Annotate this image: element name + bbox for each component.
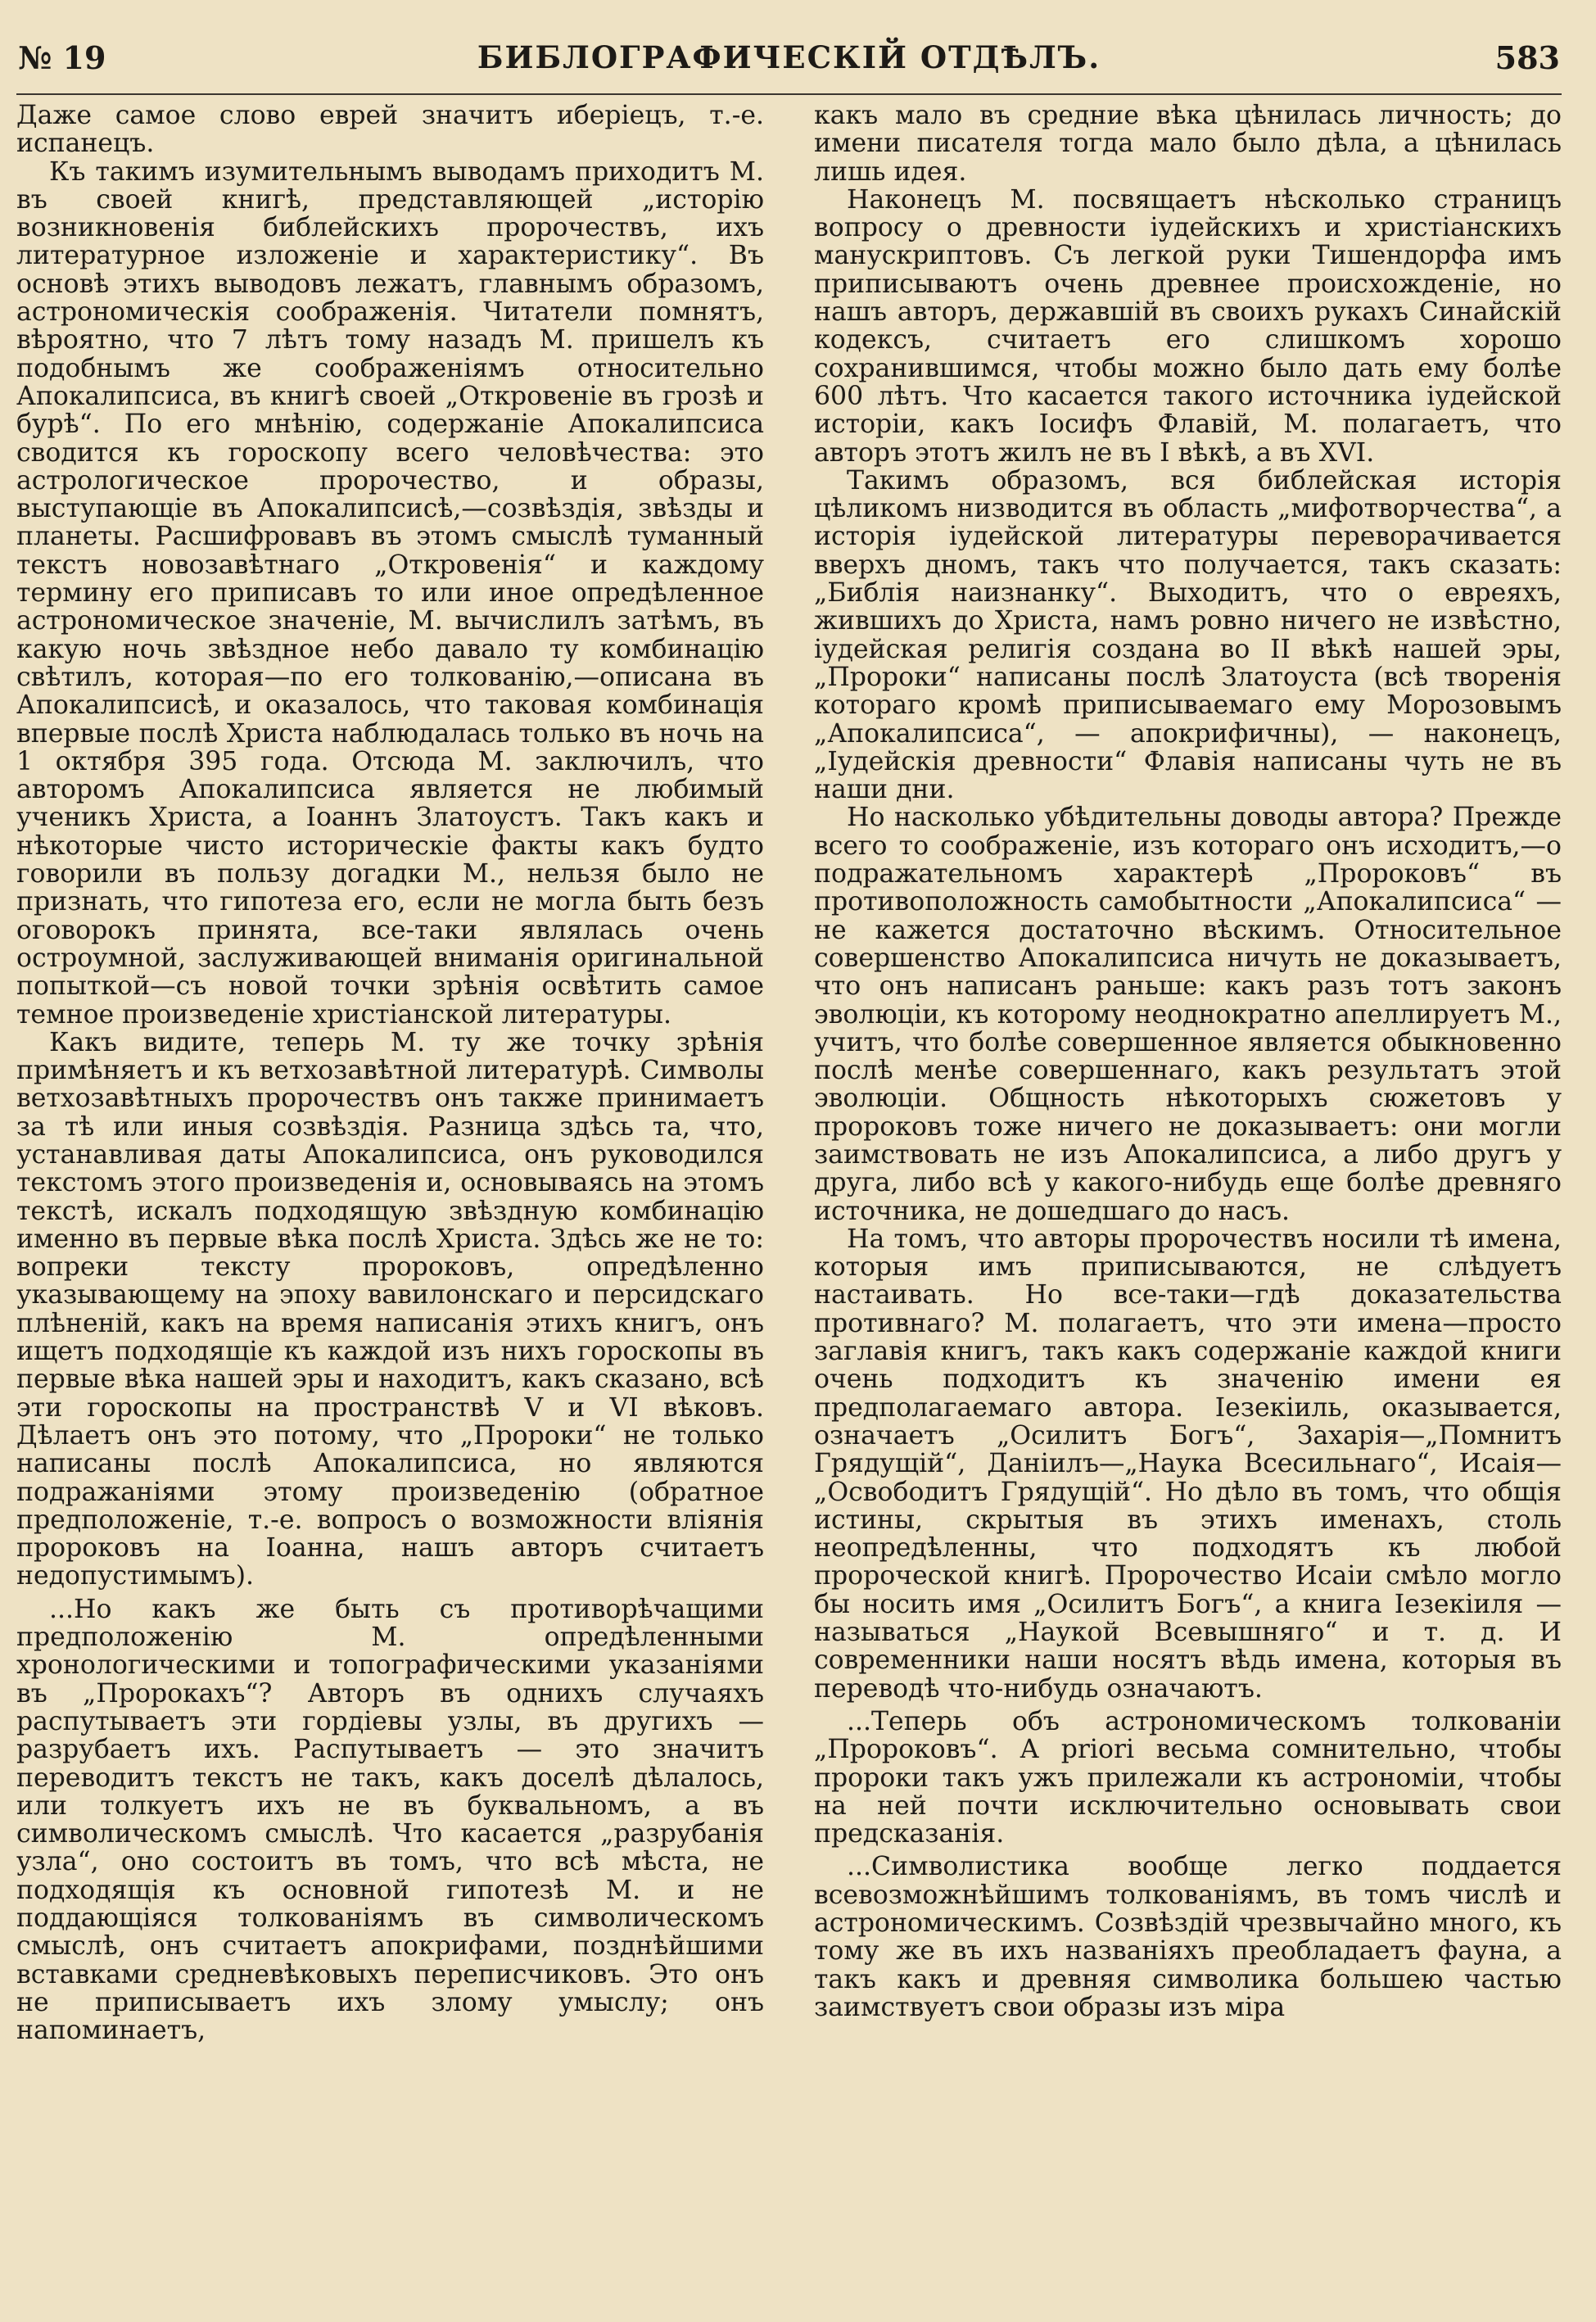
paragraph: Какъ видите, теперь М. ту же точку зрѣнiя примѣняетъ и къ ветхозавѣтной литературѣ. Символы ветхозавѣтныхъ пророчествъ онъ также принимаетъ за тѣ или иныя созвѣздiя. Разница здѣсь та, что, устанавливая даты Апокалипсиса, онъ руководился текстомъ этого произведенiя и, основываясь на этомъ текстѣ, искалъ подходящую звѣздную комбинацiю именно въ первые вѣка послѣ Христа. Здѣсь же не то: вопреки тексту пророковъ, опредѣленно указывающему на эпоху вавилонскаго и персидскаго плѣненiй, какъ на время написанiя этихъ книгъ, онъ ищетъ подходящiе къ каждой изъ нихъ гороскопы въ первые вѣка нашей эры и находитъ, какъ сказано, всѣ эти гороскопы на пространствѣ V и VI вѣковъ. Дѣлаетъ онъ это потому, что „Пророки“ не только написаны послѣ Апокалипсиса, но являются подражанiями этому произведенiю (обратное предположенiе, т.-е. вопросъ о возможности влiянiя пророковъ на Iоанна, нашъ авторъ считаетъ недопустимымъ). [16, 1027, 764, 1591]
paragraph: ...Но какъ же быть съ противорѣчащими предположенiю М. опредѣленными хронологическими и топографическими указанiями въ „Пророкахъ“? Авторъ въ однихъ случаяхъ распутываетъ эти гордiевы узлы, въ другихъ — разрубаетъ ихъ. Распутываетъ — это значитъ переводитъ текстъ не такъ, какъ доселѣ дѣлалось, или толкуетъ ихъ не въ буквальномъ, а въ символическомъ смыслѣ. Что касается „разрубанiя узла“, оно состоитъ въ томъ, что всѣ мѣста, не подходящiя къ основной гипотезѣ М. и не поддающiяся толкованiямъ въ символическомъ смыслѣ, онъ считаетъ апокрифами, позднѣйшими вставками средневѣковыхъ переписчиковъ. Это онъ не приписываетъ ихъ злому умыслу; онъ напоминаетъ, [16, 1594, 764, 2046]
issue-number: № 19 [18, 39, 106, 76]
page-number: 583 [1494, 39, 1560, 76]
paragraph: ...Символистика вообще легко поддается всевозможнѣйшимъ толкованiямъ, въ томъ числѣ и астрономическимъ. Созвѣздiй чрезвычайно много, къ тому же въ ихъ названiяхъ преобладаетъ фауна, а такъ какъ и древняя символика большею частью заимствуетъ свои образы изъ мiра [814, 1852, 1562, 2022]
section-title: БИБЛОГРАФИЧЕСКIЙ ОТДѢЛЪ. [477, 39, 1101, 75]
paragraph: какъ мало въ средние вѣка цѣнилась личность; до имени писателя тогда мало было дѣла, а цѣнилась лишь идея. [814, 101, 1562, 187]
paragraph: Наконецъ М. посвящаетъ нѣсколько страницъ вопросу о древности iудейскихъ и христiанскихъ манускриптовъ. Съ легкой руки Тишендорфа имъ приписываютъ очень древнее происхожденiе, но нашъ авторъ, державшiй въ своихъ рукахъ Синайскiй кодексъ, считаетъ его слишкомъ хорошо сохранившимся, чтобы можно было дать ему болѣе 600 лѣтъ. Что касается такого источника iудейской исторiи, какъ Iосифъ Флавiй, М. полагаетъ, что авторъ этотъ жилъ не въ I вѣкѣ, а въ XVI. [814, 184, 1562, 468]
paragraph: ...Теперь объ астрономическомъ толкованiи „Пророковъ“. А priori весьма сомнительно, чтобы пророки такъ ужъ прилежали къ астрономiи, чтобы на ней почти исключительно основывать свои предсказанiя. [814, 1706, 1562, 1849]
paragraph: На томъ, что авторы пророчествъ носили тѣ имена, которыя имъ приписываются, не слѣдуетъ настаивать. Но все-таки—гдѣ доказательства противнаго? М. полагаетъ, что эти имена—просто заглавiя книгъ, такъ какъ содержанiе каждой книги очень подходитъ къ значенiю имени ея предполагаемаго автора. Iезекiиль, оказывается, означаетъ „Осилитъ Богъ“, Захарiя—„Помнитъ Грядущiй“, Данiилъ—„Наука Всесильнаго“, Исаiя—„Освободитъ Грядущiй“. Но дѣло въ томъ, что общiя истины, скрытыя въ этихъ именахъ, столь неопредѣленны, что подходятъ къ любой пророческой книгѣ. Пророчество Исаiи смѣло могло бы носить имя „Осилитъ Богъ“, а книга Iезекiиля —называться „Наукой Всевышняго“ и т. д. И современники наши носятъ вѣдь имена, которыя въ переводѣ что-нибудь означаютъ. [814, 1224, 1562, 1704]
paragraph: Даже самое слово еврей значитъ иберiецъ, т.-е. испанецъ. [16, 101, 764, 159]
page-header [16, 36, 1562, 95]
paragraph: Къ такимъ изумительнымъ выводамъ приходитъ М. въ своей книгѣ, представляющей „исторiю возникновенiя библейскихъ пророчествъ, ихъ литературное изложенiе и характеристику“. Въ основѣ этихъ выводовъ лежатъ, главнымъ образомъ, астрономическiя соображенiя. Читатели помнятъ, вѣроятно, что 7 лѣтъ тому назадъ М. пришелъ къ подобнымъ же соображенiямъ относительно Апокалипсиса, въ книгѣ своей „Откровенiе въ грозѣ и бурѣ“. По его мнѣнiю, содержанiе Апокалипсиса сводится къ гороскопу всего человѣчества: это астрологическое пророчество, и образы, выступающiе въ Апокалипсисѣ,—созвѣздiя, звѣзды и планеты. Расшифровавъ въ этомъ смыслѣ туманный текстъ новозавѣтнаго „Откровенiя“ и каждому термину его приписавъ то или иное опредѣленное астрономическое значенiе, М. вычислилъ затѣмъ, въ какую ночь звѣздное небо давало ту комбинацiю свѣтилъ, которая—по его толкованiю,—описана въ Апокалипсисѣ, и оказалось, что таковая комбинацiя впервые послѣ Христа наблюдалась только въ ночь на 1 октября 395 года. Отсюда М. заключилъ, что авторомъ Апокалипсиса является не любимый ученикъ Христа, а Iоаннъ Златоустъ. Такъ какъ и нѣкоторые чисто историческiе факты какъ будто говорили въ пользу догадки М., нельзя было не признать, что гипотеза его, если не могла быть безъ оговорокъ принята, все-таки являлась очень остроумной, заслуживающей вниманiя оригинальной попыткой—съ новой точки зрѣнiя освѣтить самое темное произведенiе христiанской литературы. [16, 156, 764, 1030]
paragraph: Но насколько убѣдительны доводы автора? Прежде всего то соображенiе, изъ котораго онъ исходитъ,—о подражательномъ характерѣ „Пророковъ“ въ противоположность самобытности „Апокалипсиса“ — не кажется достаточно вѣскимъ. Относительное совершенство Апокалипсиса ничуть не доказываетъ, что онъ написанъ раньше: какъ разъ тотъ законъ эволюцiи, къ которому неоднократно апеллируетъ М., учитъ, что болѣе совершенное является обыкновенно послѣ менѣе совершеннаго, какъ результатъ этой эволюцiи. Общность нѣкоторыхъ сюжетовъ у пророковъ тоже ничего не доказываетъ: они могли заимствовать не изъ Апокалипсиса, а либо другъ у друга, либо всѣ у какого-нибудь еще болѣе древняго источника, не дошедшаго до насъ. [814, 803, 1562, 1226]
right-column [814, 102, 1562, 2044]
paragraph: Такимъ образомъ, вся библейская исторiя цѣликомъ низводится въ область „мифотворчества“, а исторiя iудейской литературы переворачивается вверхъ дномъ, такъ что получается, такъ сказать: „Библiя наизнанку“. Выходитъ, что о евреяхъ, жившихъ до Христа, намъ ровно ничего не извѣстно, iудейская религiя создана во II вѣкѣ нашей эры, „Пророки“ написаны послѣ Златоуста (всѣ творенiя котораго кромѣ приписываемаго ему Морозовымъ „Апокалипсиса“, — апокрифичны), — наконецъ, „Iудейскiя древности“ Флавiя написаны чуть не въ наши дни. [814, 465, 1562, 805]
text-columns [16, 102, 1562, 2044]
left-column [16, 102, 764, 2044]
